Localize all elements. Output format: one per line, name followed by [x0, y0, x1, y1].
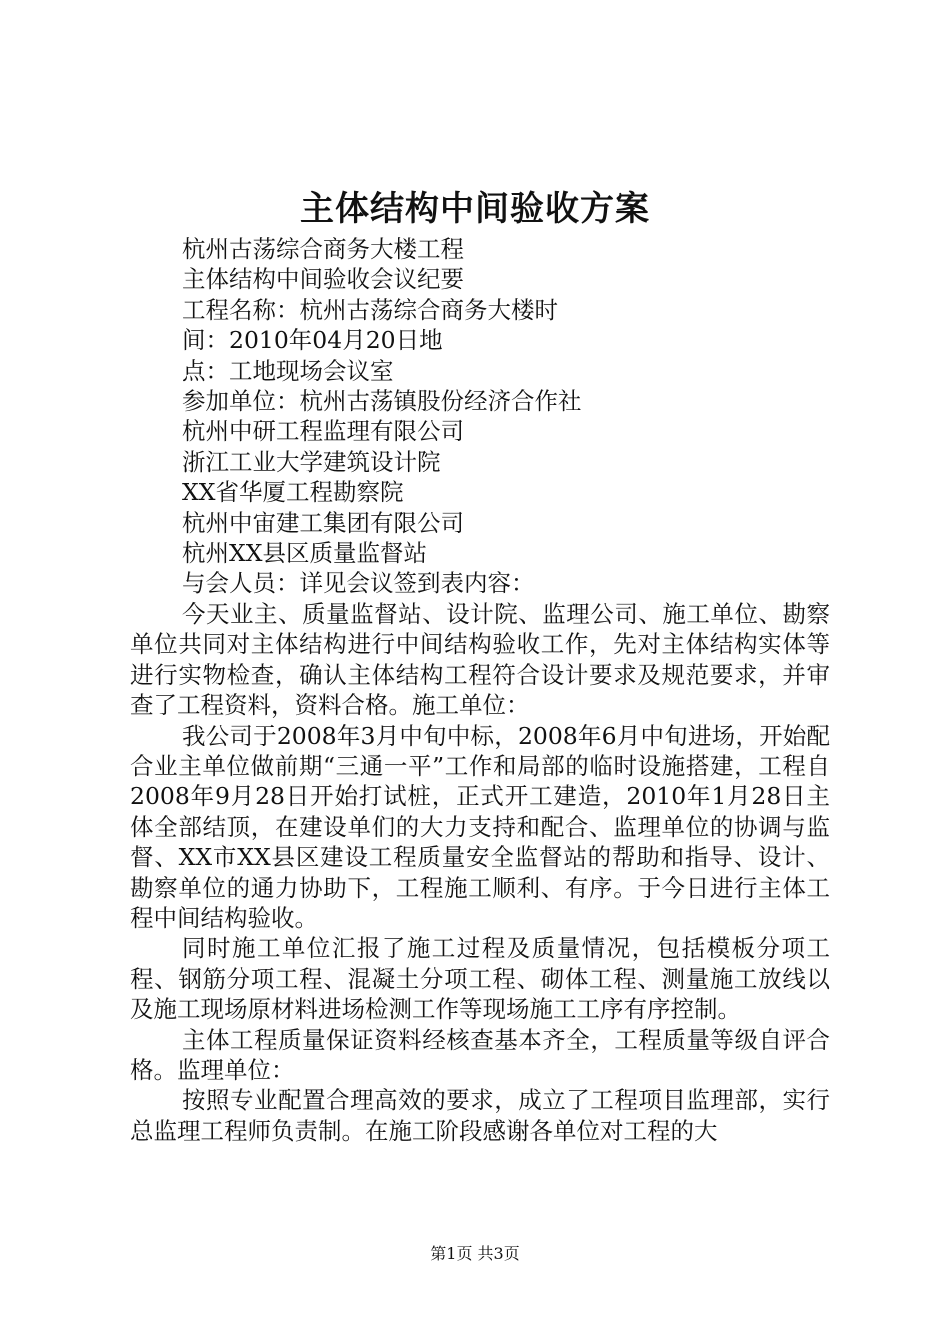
paragraph: 今天业主、质量监督站、设计院、监理公司、施工单位、勘察单位共同对主体结构进行中间结构验收工作，先对主体结构实体等进行实物检查，确认主体结构工程符合设计要求及规范要求，并审查了工程资料，资料合格。施工单位：: [130, 599, 830, 720]
paragraph: 我公司于2008年3月中旬中标，2008年6月中旬进场，开始配合业主单位做前期“三通一平”工作和局部的临时设施搭建，工程自2008年9月28日开始打试桩，正式开工建造，2010年1月28日主体全部结顶，在建设单们的大力支持和配合、监理单位的协调与监督、XX市XX县区建设工程质量安全监督站的帮助和指导、设计、勘察单位的通力协助下，工程施工顺利、有序。于今日进行主体工程中间结构验收。: [130, 721, 830, 932]
paragraph: 同时施工单位汇报了施工过程及质量情况，包括模板分项工程、钢筋分项工程、混凝土分项工程、砌体工程、测量施工放线以及施工现场原材料进场检测工作等现场施工工序有序控制。: [130, 934, 830, 1024]
document-body: [130, 234, 830, 1146]
text-line: 杭州古荡综合商务大楼工程: [182, 235, 464, 263]
text-line: XX省华厦工程勘察院: [182, 478, 404, 507]
text-line: 杭州中研工程监理有限公司: [182, 417, 464, 446]
text-line: 杭州XX县区质量监督站: [182, 539, 427, 568]
text-line: 浙江工业大学建筑设计院: [182, 447, 441, 476]
document-title: 主体结构中间验收方案: [300, 189, 650, 229]
text-line: 间：2010年04月20日地: [182, 326, 443, 355]
text-line: 工程名称：杭州古荡综合商务大楼时: [182, 295, 558, 324]
page-footer: 第1页 共3页: [430, 1244, 520, 1263]
text-line: 参加单位：杭州古荡镇股份经济合作社: [182, 387, 582, 416]
text-line: 与会人员：详见会议签到表内容：: [182, 569, 535, 598]
paragraph: 主体工程质量保证资料经核查基本齐全，工程质量等级自评合格。监理单位：: [130, 1025, 830, 1084]
paragraph: 按照专业配置合理高效的要求，成立了工程项目监理部，实行总监理工程师负责制。在施工阶段感谢各单位对工程的大: [130, 1086, 830, 1145]
text-line: 主体结构中间验收会议纪要: [182, 265, 464, 294]
text-line: 点：工地现场会议室: [182, 356, 394, 385]
text-line: 杭州中宙建工集团有限公司: [182, 508, 464, 537]
